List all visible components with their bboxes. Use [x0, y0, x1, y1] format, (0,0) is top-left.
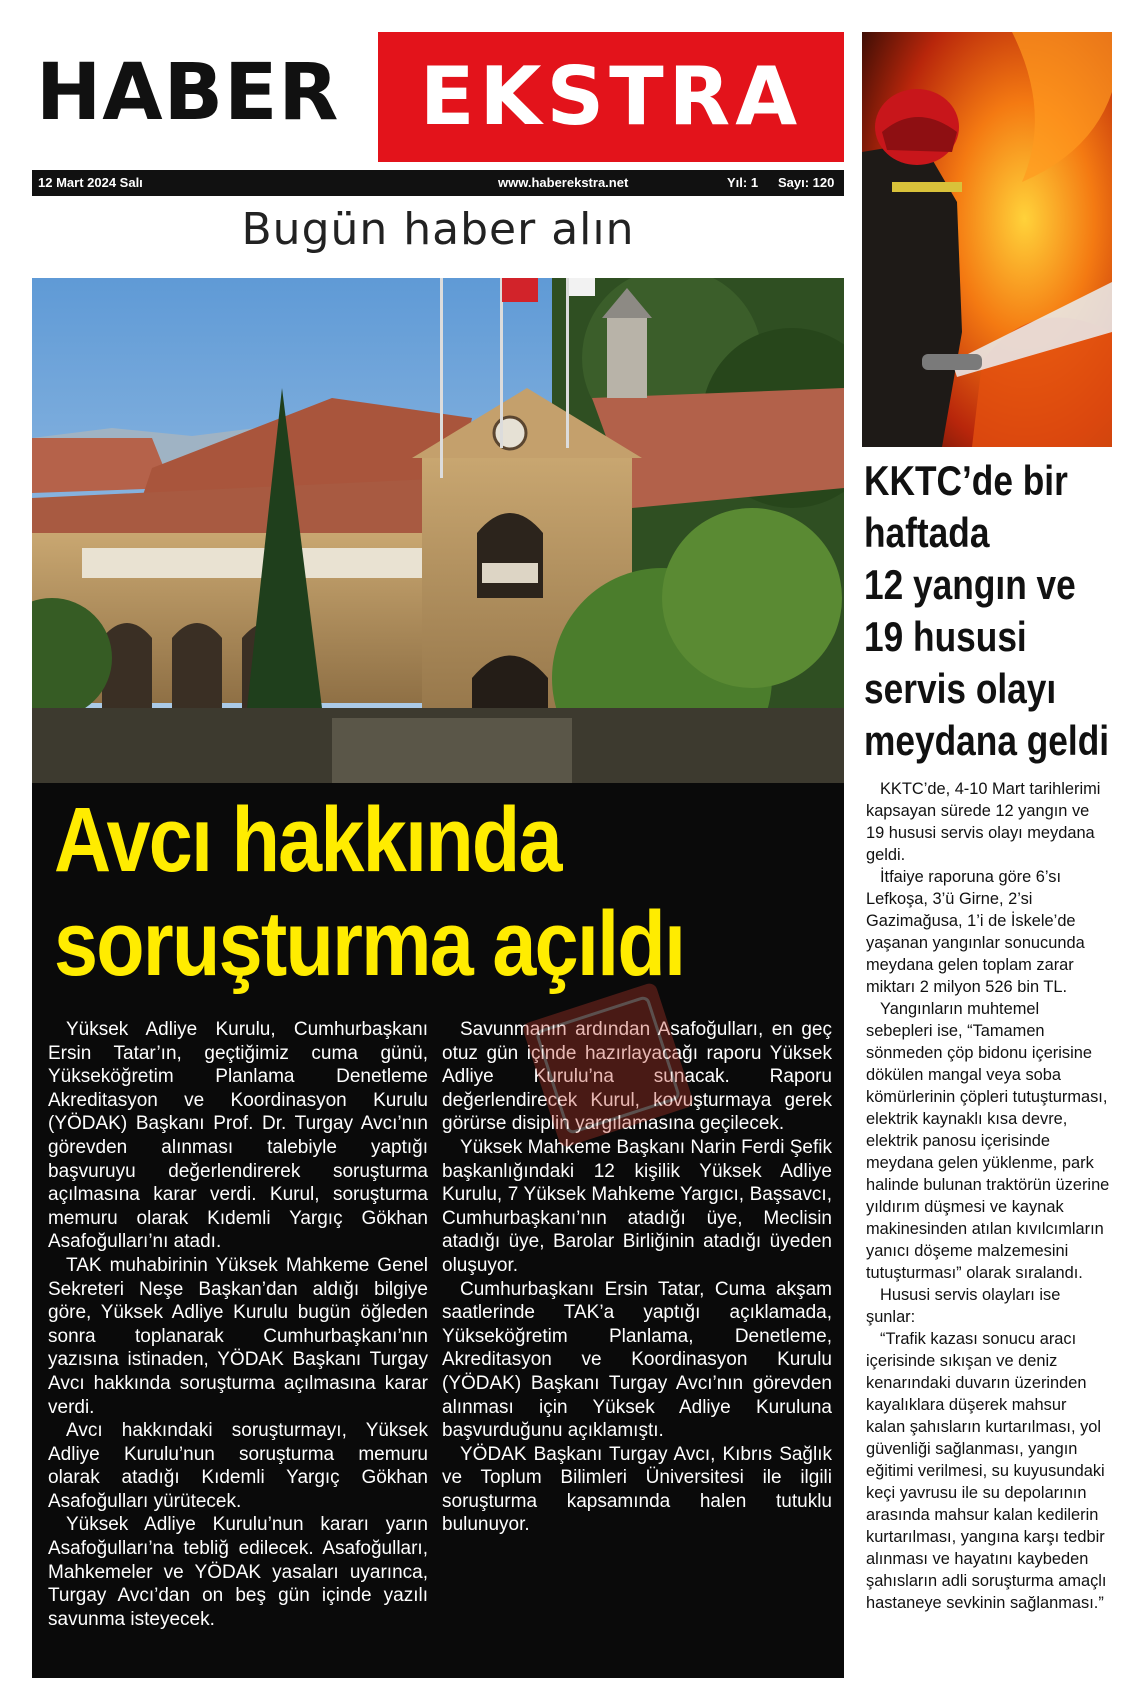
website-link[interactable]: www.haberekstra.net	[498, 175, 629, 190]
logo-ekstra: EKSTRA	[419, 50, 803, 143]
lead-paragraph: Avcı hakkındaki soruşturmayı, Yüksek Adliye Kurulu’nun soruşturma memuru olarak atadığı Kıdemli Yargıç Gökhan Asafoğulları yürütecek.	[48, 1420, 428, 1512]
lead-paragraph: Cumhurbaşkanı Ersin Tatar, Cuma akşam saatlerinde TAK’a yaptığı açıklamada, Yükseköğretim Planlama, Denetleme, Akreditasyon ve Koordinasyon Kurulu (YÖDAK) Başkanı Turgay Avcı’nın görevden alınması için Yüksek Adliye Kuruluna başvurduğunu açıklamıştı.	[442, 1278, 832, 1442]
lead-headline-line-1: Avcı hakkında	[54, 789, 561, 891]
side-headline	[864, 455, 1110, 767]
side-headline-line: 19 hususi	[864, 613, 1027, 660]
slogan: Bugün haber alın	[241, 204, 635, 255]
court-building-photo	[32, 278, 844, 783]
lead-paragraph: TAK muhabirinin Yüksek Mahkeme Genel Sekreteri Neşe Başkan’dan aldığı bilgiye göre, Yüksek Adliye Kurulu bugün öğleden sonra toplanarak Cumhurbaşkanı’nın yazısına istinaden, YÖDAK Başkanı Turgay Avcı hakkında soruşturma açılmasına karar verdi.	[48, 1254, 428, 1418]
lead-headline-line-2: soruşturma açıldı	[54, 893, 685, 995]
lead-paragraph: Savunmanın ardından Asafoğulları, en geç otuz gün içinde hazırlayacağı raporu Yüksek Adliye Kurulu’na sunacak. Raporu değerlendirecek Kurul, kovuşturmaya gerek görürse disiplin yargılamasına geçilecek.	[442, 1019, 832, 1135]
side-headline-line: meydana geldi	[864, 717, 1110, 764]
side-headline-line: KKTC’de bir	[864, 457, 1068, 504]
issue-date: 12 Mart 2024 Salı	[38, 175, 143, 190]
issue-year: Yıl: 1	[727, 175, 759, 190]
lead-paragraph: Yüksek Mahkeme Başkanı Narin Ferdi Şefik başkanlığındaki 12 kişilik Yüksek Adliye Kurulu, 7 Yüksek Mahkeme Yargıcı, Başsavcı, Cumhurbaşkanı’nın atadığı üye, Meclisin atadığı üye, Barolar Birliğinin atadığı üyeden oluşuyor.	[442, 1136, 832, 1276]
lead-paragraph: YÖDAK Başkanı Turgay Avcı, Kıbrıs Sağlık ve Toplum Bilimleri Üniversitesi ile ilgili soruşturma kapsamında halen tutuklu bulunuyor.	[442, 1443, 832, 1536]
lead-article	[32, 278, 844, 1678]
lead-paragraph: Yüksek Adliye Kurulu’nun kararı yarın Asafoğulları’na tebliğ edilecek. Asafoğulları, Mahkemeler ve YÖDAK yasaları uyarınca, Turgay Avcı’dan on beş gün içinde yazılı savunma isteyecek.	[48, 1514, 428, 1630]
side-paragraph: Yangınların muhtemel sebepleri ise, “Tamamen sönmeden çöp bidonu içerisine dökülen mangal veya soba kömürlerinin çöpleri tutuşturması, elektrik kaynaklı kısa devre, elektrik panosu içerisinde meydana gelen yüklenme, park halinde bulunan traktörün üzerine yıldırım düşmesi ve kaynak makinesinden atılan kıvılcımların yanıcı döşeme malzemesini tutuşturması” olarak sıralandı.	[866, 1000, 1110, 1282]
side-paragraph: “Trafik kazası sonucu aracı içerisinde sıkışan ve deniz kenarındaki duvarın üzerinden kayalıklara düşerek mahsur kalan şahısların kurtarılması, yol güvenliği sağlanması, yangın eğitimi verilmesi, su kuyusundaki keçi yavrusu ile su depolarının arasında mahsur kalan kedilerin kurtarılması, yangına karşı tedbir alınması ve hayatını kaybeden şahısların adli soruşturma amaçlı hastaneye sevkinin sağlanması.”	[866, 1330, 1107, 1612]
side-headline-line: servis olayı	[864, 665, 1057, 712]
firefighter-photo	[862, 32, 1112, 447]
side-article-body	[866, 778, 1110, 1614]
side-paragraph: KKTC’de, 4-10 Mart tarihlerimi kapsayan sürede 12 yangın ve 19 hususi servis olayı meydana geldi.	[866, 780, 1101, 864]
side-headline-line: haftada	[864, 509, 990, 556]
masthead	[32, 32, 844, 162]
logo-ekstra-box	[378, 32, 844, 162]
lead-paragraph: Yüksek Adliye Kurulu, Cumhurbaşkanı Ersin Tatar’ın, geçtiğimiz cuma günü, Yükseköğretim Planlama Denetleme Akreditasyon ve Koordinasyon Kurulu (YÖDAK) Başkanı Prof. Dr. Turgay Avcı’nın görevden alınması talebiyle yaptığı başvuruyu değerlendirerek soruşturma açılmasına karar verdi. Kurul, soruşturma memuru olarak Kıdemli Yargıç Gökhan Asafoğulları’nı atadı.	[48, 1019, 428, 1253]
issue-number: Sayı: 120	[778, 175, 835, 190]
lead-column-right	[442, 1018, 832, 1537]
side-paragraph: Hususi servis olayları ise şunlar:	[866, 1286, 1061, 1326]
lead-column-left	[48, 1018, 428, 1631]
side-paragraph: İtfaiye raporuna göre 6’sı Lefkoşa, 3’ü Girne, 2’si Gazimağusa, 1’i de İskele’de yaşanan yangınlar sonucunda meydana gelen toplam zarar miktarı 2 milyon 526 bin TL.	[866, 868, 1085, 996]
lead-headline	[54, 788, 725, 996]
dateline-bar	[32, 170, 844, 196]
side-headline-line: 12 yangın ve	[864, 561, 1076, 608]
logo-haber: HABER	[36, 48, 340, 138]
